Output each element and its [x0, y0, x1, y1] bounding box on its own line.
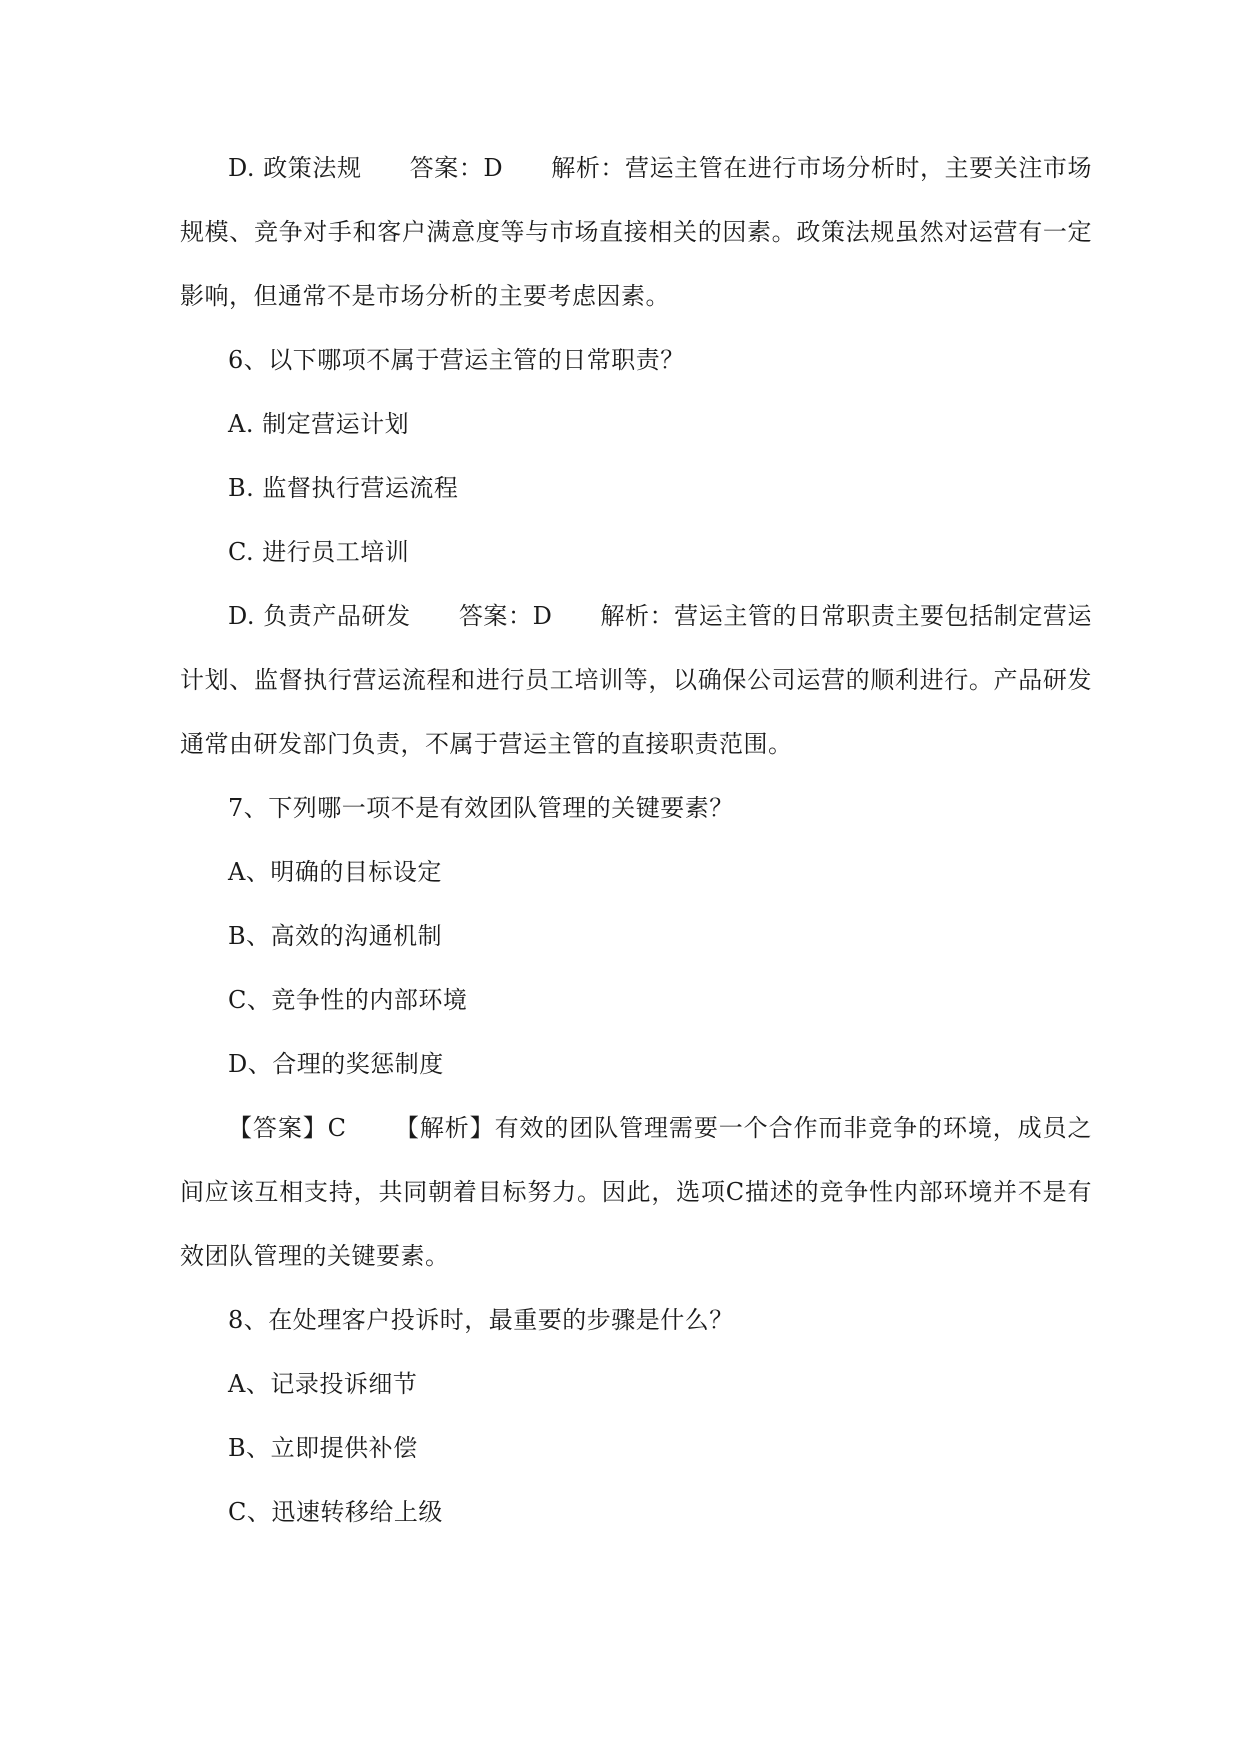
- q7-option-d: D、合理的奖惩制度: [228, 1050, 444, 1078]
- q6-option-b: B. 监督执行营运流程: [228, 474, 459, 502]
- document-body: [180, 136, 1092, 1544]
- q8-option-b: B、立即提供补偿: [228, 1434, 418, 1462]
- q6-option-a: A. 制定营运计划: [228, 410, 410, 438]
- question-7: 7、下列哪一项不是有效团队管理的关键要素？: [228, 794, 734, 822]
- q7-answer-analysis: [180, 1096, 1092, 1288]
- analysis-text: 解析：营运主管的日常职责主要包括制定营运计划、监督执行营运流程和进行员工培训等，以确保公司运营的顺利进行。产品研发通常由研发部门负责，不属于营运主管的直接职责范围。: [180, 602, 1092, 758]
- q6-option-c: C. 进行员工培训: [228, 538, 410, 566]
- answer-text: 答案：D: [409, 154, 504, 182]
- q6-option-d-with-analysis: [180, 584, 1092, 776]
- q7-option-b: B、高效的沟通机制: [228, 922, 443, 950]
- question-6: 6、以下哪项不属于营运主管的日常职责？: [228, 346, 685, 374]
- answer-text: 答案：D: [458, 602, 553, 630]
- analysis-text: 【解析】有效的团队管理需要一个合作而非竞争的环境，成员之间应该互相支持，共同朝着目标努力。因此，选项C描述的竞争性内部环境并不是有效团队管理的关键要素。: [180, 1114, 1092, 1270]
- q7-option-a: A、明确的目标设定: [228, 858, 442, 886]
- answer-text: 【答案】C: [228, 1114, 347, 1142]
- q5-option-d-with-analysis: [180, 136, 1092, 328]
- option-text: D. 负责产品研发: [228, 602, 411, 630]
- question-8: 8、在处理客户投诉时，最重要的步骤是什么？: [228, 1306, 734, 1334]
- q8-option-c: C、迅速转移给上级: [228, 1498, 443, 1526]
- q8-option-a: A、记录投诉细节: [228, 1370, 418, 1398]
- q7-option-c: C、竞争性的内部环境: [228, 986, 468, 1014]
- analysis-text: 解析：营运主管在进行市场分析时，主要关注市场规模、竞争对手和客户满意度等与市场直接相关的因素。政策法规虽然对运营有一定影响，但通常不是市场分析的主要考虑因素。: [180, 154, 1092, 310]
- option-text: D. 政策法规: [228, 154, 362, 182]
